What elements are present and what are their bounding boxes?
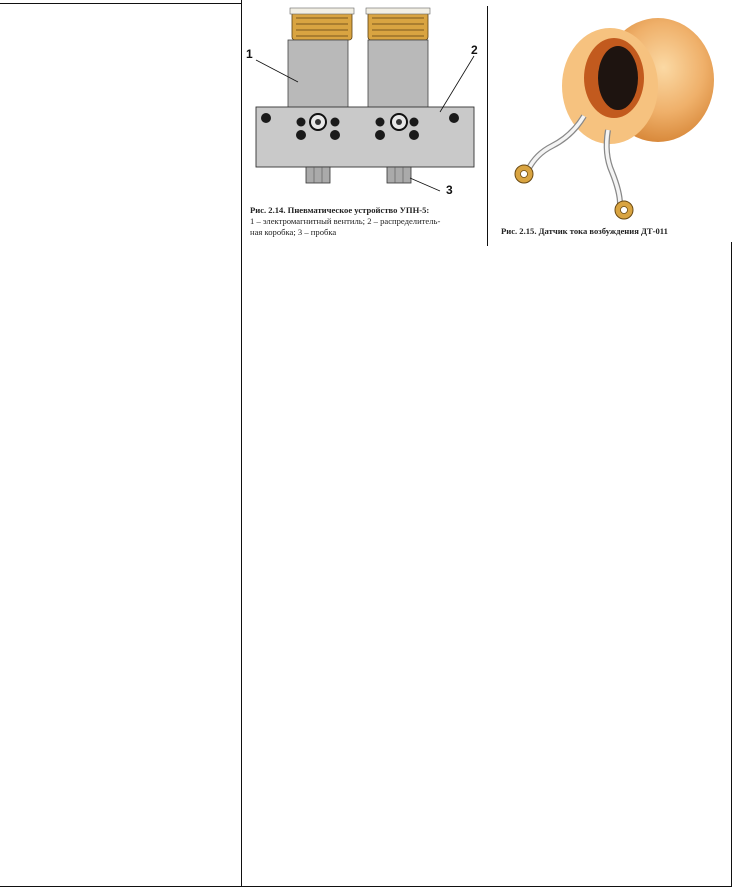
bottom-rule xyxy=(0,886,732,887)
excitation-current-sensor-figure xyxy=(492,4,728,224)
figure-divider-rule xyxy=(487,6,488,246)
figure-2-14-caption-line2: ная коробка; 3 – пробка xyxy=(250,227,337,237)
pneumatic-device-figure xyxy=(244,4,484,200)
callout-1: 1 xyxy=(246,47,253,61)
top-left-rule xyxy=(0,3,242,4)
figure-2-14-caption-line1: 1 – электромагнитный вентиль; 2 – распределитель- xyxy=(250,216,441,226)
callout-2: 2 xyxy=(471,43,478,57)
callout-3: 3 xyxy=(446,183,453,197)
figure-2-14-caption xyxy=(250,205,486,238)
left-column-rule xyxy=(241,0,242,886)
figure-2-15-caption: Рис. 2.15. Датчик тока возбуждения ДТ-011 xyxy=(501,226,668,236)
figure-2-14-caption-title: Рис. 2.14. Пневматическое устройство УПН-5: xyxy=(250,205,430,215)
